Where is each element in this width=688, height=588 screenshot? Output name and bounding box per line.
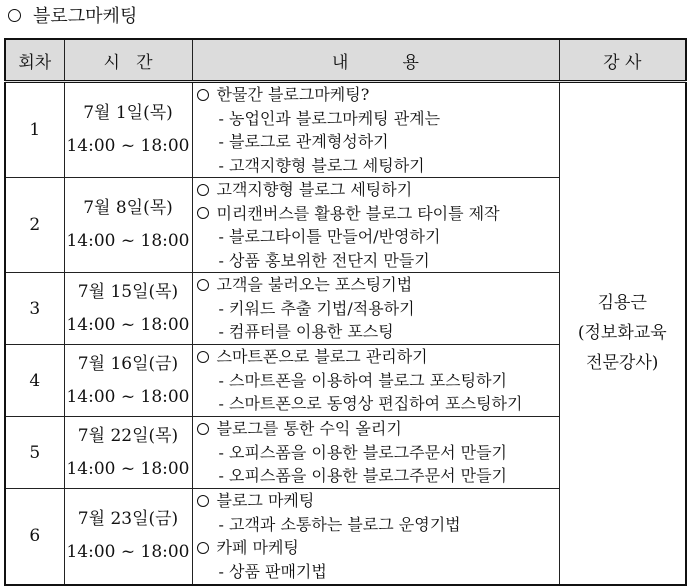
content-text: - 블로그로 관계형성하기 [218,132,389,151]
session-time-cell [64,417,192,489]
content-subitem [195,130,559,154]
header-round: 회차 [5,39,64,82]
session-hours: 14:00 ~ 18:00 [66,136,190,156]
content-text: - 오피스폼을 이용한 블로그주문서 만들기 [218,442,508,462]
content-text: - 컴퓨터를 이용한 포스팅 [218,322,394,342]
session-content [192,178,559,273]
content-text: 카페 마케팅 [216,538,299,558]
content-subitem [195,249,559,273]
content-text: - 고객과 소통하는 블로그 운영기법 [218,514,461,534]
session-content [192,273,559,345]
content-item [195,202,559,226]
content-text: 블로그 마케팅 [216,491,315,511]
content-item [195,536,559,560]
content-item [195,178,559,202]
section-title: 블로그마케팅 [33,6,138,27]
session-time-cell [64,82,192,178]
teacher-affiliation-line1: (정보화교육 [577,323,667,344]
session-date: 7월 1일(목) [83,103,173,123]
content-text: - 고객지향형 블로그 세팅하기 [218,155,425,175]
circle-bullet-icon [197,542,209,554]
session-hours: 14:00 ~ 18:00 [66,314,190,335]
session-round: 3 [5,273,64,345]
content-subitem [195,464,559,488]
session-hours: 14:00 ~ 18:00 [66,458,190,479]
content-subitem [195,225,559,249]
circle-bullet-icon [197,351,209,363]
content-subitem [195,441,559,465]
circle-bullet-icon [197,89,209,101]
session-hours: 14:00 ~ 18:00 [66,386,190,407]
teacher-cell [559,82,686,585]
content-subitem [195,513,559,537]
content-subitem [195,369,559,393]
circle-bullet-icon [8,9,21,22]
session-row [5,82,686,178]
session-time-cell [64,489,192,585]
session-round: 2 [5,178,64,273]
header-time: 시 간 [64,39,192,82]
teacher-name: 김용근 [597,293,647,314]
session-date: 7월 15일(목) [77,281,179,302]
session-round: 1 [5,82,64,178]
content-item [195,83,559,107]
content-text: 고객을 불러오는 포스팅기법 [216,275,413,295]
content-subitem [195,297,559,321]
session-content [192,489,559,585]
content-text: 블로그를 통한 수익 올리기 [216,419,402,439]
content-item [195,273,559,297]
session-date: 7월 22일(목) [77,425,179,446]
session-round: 4 [5,345,64,417]
session-content [192,417,559,489]
teacher-affiliation-line2: 전문강사) [586,353,659,374]
header-teacher: 강 사 [559,39,686,82]
session-date: 7월 8일(목) [83,198,173,218]
content-subitem [195,107,559,131]
content-text: - 상품 판매기법 [218,561,327,581]
content-text: 미리캔버스를 활용한 블로그 타이틀 제작 [216,203,500,223]
session-time-cell [64,273,192,345]
circle-bullet-icon [197,279,209,291]
circle-bullet-icon [197,495,209,507]
content-text: - 스마트폰을 이용하여 블로그 포스팅하기 [218,370,508,390]
content-item [195,345,559,369]
session-round: 6 [5,489,64,585]
content-subitem [195,392,559,416]
section-heading [8,2,137,28]
content-text: 고객지향형 블로그 세팅하기 [216,180,413,199]
content-subitem [195,320,559,344]
circle-bullet-icon [197,423,209,435]
table-header-row [5,39,686,82]
content-text: - 상품 홍보위한 전단지 만들기 [218,250,430,270]
content-item [195,417,559,441]
session-hours: 14:00 ~ 18:00 [66,231,190,251]
session-hours: 14:00 ~ 18:00 [66,542,190,563]
session-time-cell [64,178,192,273]
session-content [192,345,559,417]
session-date: 7월 23일(금) [77,509,179,530]
content-text: - 키워드 추출 기법/적용하기 [218,298,415,318]
session-time-cell [64,345,192,417]
content-text: - 블로그타이틀 만들어/반영하기 [218,227,441,246]
content-text: 한물간 블로그마케팅? [216,85,370,104]
content-text: 스마트폰으로 블로그 관리하기 [216,347,428,367]
content-text: - 농업인과 블로그마케팅 관계는 [218,108,441,128]
content-item [195,489,559,513]
header-content: 내 용 [192,39,559,82]
circle-bullet-icon [197,207,209,219]
session-date: 7월 16일(금) [77,353,179,374]
content-subitem [195,154,559,178]
content-subitem [195,560,559,584]
circle-bullet-icon [197,184,209,196]
session-content [192,82,559,178]
content-text: - 오피스폼을 이용한 블로그주문서 만들기 [218,466,508,486]
content-text: - 스마트폰으로 동영상 편집하여 포스팅하기 [218,394,523,414]
schedule-table [4,38,687,586]
session-round: 5 [5,417,64,489]
